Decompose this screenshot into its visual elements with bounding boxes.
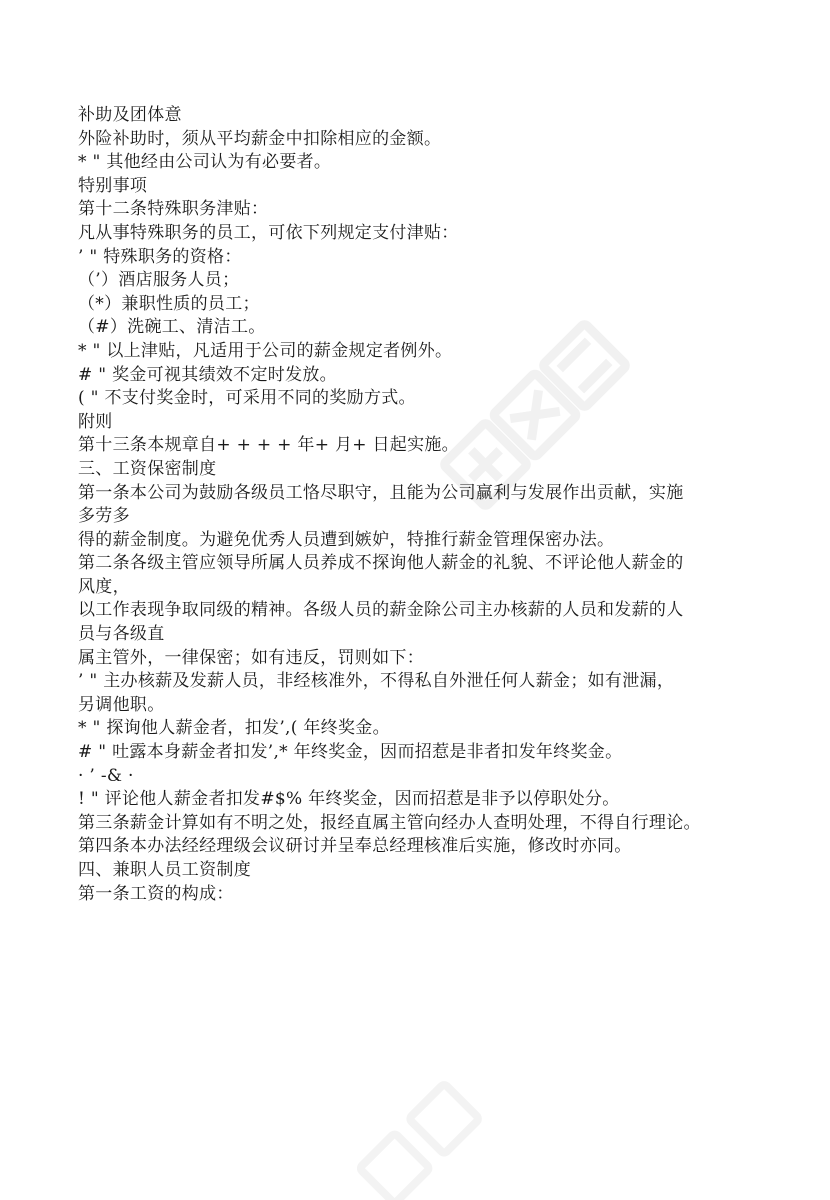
list-item: ’ " 主办核薪及发薪人员，非经核准外，不得私自外泄任何人薪金；如有泄漏， <box>78 671 675 692</box>
section-heading: 三、工资保密制度 <box>78 458 217 479</box>
list-item: （’）酒店服务人员； <box>78 270 240 291</box>
article-title: 第十二条特殊职务津贴： <box>78 199 269 220</box>
text-line: 风度， <box>78 576 130 597</box>
text-line: 第一条本公司为鼓励各级员工恪尽职守，且能为公司赢利与发展作出贡献，实施 <box>78 482 684 503</box>
list-item: （#）洗碗工、清洁工。 <box>78 317 266 338</box>
text-line: 补助及团体意 <box>78 105 182 125</box>
section-heading: 四、兼职人员工资制度 <box>78 860 251 880</box>
text-line: 另调他职。 <box>78 694 165 715</box>
text-line: 属主管外，一律保密；如有违反，罚则如下： <box>78 647 424 668</box>
section-heading: 特别事项 <box>78 175 148 196</box>
document-body <box>78 104 790 906</box>
list-item: （*）兼职性质的员工； <box>78 293 260 314</box>
watermark-logo-bottom <box>340 1080 520 1200</box>
text-line: * " 其他经由公司认为有必要者。 <box>78 152 332 173</box>
list-item: * " 探询他人薪金者，扣发’,( 年终奖金。 <box>78 718 390 739</box>
article-title: 第十三条本规章自+ + + + 年+ 月+ 日起实施。 <box>78 435 459 456</box>
text-line: 凡从事特殊职务的员工，可依下列规定支付津贴： <box>78 222 459 243</box>
article-title: 第三条薪金计算如有不明之处，报经直属主管向经办人查明处理，不得自行理论。 <box>78 812 701 833</box>
list-item: * " 以上津贴，凡适用于公司的薪金规定者例外。 <box>78 340 453 361</box>
list-item: ’ " 特殊职务的资格： <box>78 246 242 267</box>
text-line: 外险补助时，须从平均薪金中扣除相应的金额。 <box>78 128 442 149</box>
list-item: ( " 不支付奖金时，可采用不同的奖励方式。 <box>78 388 416 409</box>
text-line: · ’ -& · <box>78 765 134 786</box>
article-title: 第四条本办法经经理级会议研讨并呈奉总经理核准后实施，修改时亦同。 <box>78 836 632 857</box>
text-line: 得的薪金制度。为避免优秀人员遭到嫉妒，特推行薪金管理保密办法。 <box>78 529 615 550</box>
list-item: # " 奖金可视其绩效不定时发放。 <box>78 364 337 385</box>
text-line: 以工作表现争取同级的精神。各级人员的薪金除公司主办核薪的人员和发薪的人 <box>78 600 684 621</box>
list-item: ! " 评论他人薪金者扣发#$% 年终奖金，因而招惹是非予以停职处分。 <box>78 789 620 810</box>
article-title: 第一条工资的构成： <box>78 883 234 904</box>
section-heading: 附则 <box>78 411 113 432</box>
text-line: 员与各级直 <box>78 624 165 645</box>
text-line: 多劳多 <box>78 506 130 527</box>
text-line: 第二条各级主管应领导所属人员养成不探询他人薪金的礼貌、不评论他人薪金的 <box>78 553 684 574</box>
list-item: # " 吐露本身薪金者扣发’,* 年终奖金，因而招惹是非者扣发年终奖金。 <box>78 742 623 763</box>
